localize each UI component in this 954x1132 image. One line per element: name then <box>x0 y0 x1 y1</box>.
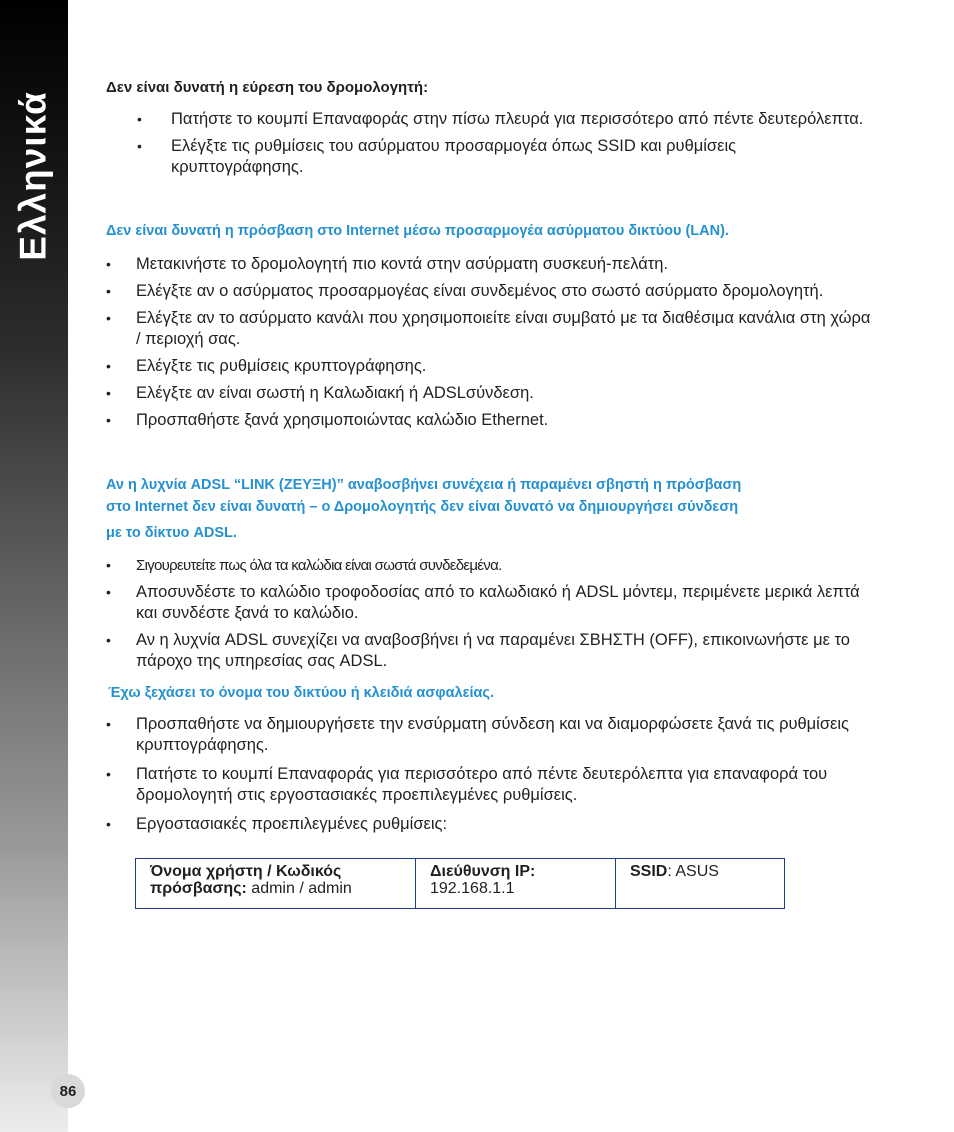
page-number: 86 <box>51 1074 85 1108</box>
list-item-text: Ελέγξτε αν το ασύρματο κανάλι που χρησιμοποιείτε είναι συμβατό με τα διαθέσιμα κανάλια στη χώρα / περιοχή σας. <box>136 309 871 348</box>
list-item-text: Μετακινήστε το δρομολογητή πιο κοντά στην ασύρματη συσκευή-πελάτη. <box>136 255 669 273</box>
bullet-icon: • <box>106 557 111 573</box>
credentials-value: admin / admin <box>251 880 352 897</box>
list-item-text: Αν η λυχνία ADSL συνεχίζει να αναβοσβήνει ή να παραμένει ΣΒΗΣΤΗ (OFF), επικοινωνήστε με το πάροχο της υπηρεσίας σας ADSL. <box>136 631 850 670</box>
section1-list <box>137 109 871 184</box>
section3-heading <box>106 474 741 544</box>
ssid-label: SSID <box>630 863 668 880</box>
bullet-icon: • <box>106 412 111 428</box>
list-item-text: Εργοστασιακές προεπιλεγμένες ρυθμίσεις: <box>136 815 448 833</box>
table-cell-ip <box>416 859 616 908</box>
section2-heading: Δεν είναι δυνατή η πρόσβαση στο Internet μέσω προσαρμογέα ασύρματου δικτύου (LAN). <box>106 223 729 239</box>
bullet-icon: • <box>106 385 111 401</box>
section1-heading: Δεν είναι δυνατή η εύρεση του δρομολογητή: <box>106 79 429 96</box>
bullet-icon: • <box>137 138 142 154</box>
bullet-icon: • <box>106 256 111 272</box>
list-item <box>106 308 876 350</box>
credentials-label: Όνομα χρήστη / Κωδικός πρόσβασης: <box>150 863 342 897</box>
list-item <box>137 109 871 130</box>
list-item <box>106 814 881 835</box>
ip-label: Διεύθυνση IP: <box>430 863 536 880</box>
default-settings-table <box>135 858 785 909</box>
bullet-icon: • <box>106 310 111 326</box>
list-item <box>106 254 876 275</box>
bullet-icon: • <box>106 632 111 648</box>
section3-heading-line3: με το δίκτυο ADSL. <box>106 525 237 541</box>
list-item <box>106 582 876 624</box>
list-item <box>106 714 881 756</box>
bullet-icon: • <box>106 584 111 600</box>
ip-value: 192.168.1.1 <box>430 880 515 897</box>
table-cell-credentials <box>136 859 416 908</box>
language-label-wrap <box>4 86 64 266</box>
list-item-text: Ελέγξτε τις ρυθμίσεις του ασύρματου προσαρμογέα όπως SSID και ρυθμίσεις κρυπτογράφησης. <box>171 137 737 176</box>
list-item-text: Σιγουρευτείτε πως όλα τα καλώδια είναι σωστά συνδεδεμένα. <box>136 557 502 574</box>
ssid-value: : ASUS <box>667 863 719 880</box>
section2-list <box>106 254 876 437</box>
bullet-icon: • <box>106 716 111 732</box>
bullet-icon: • <box>106 816 111 832</box>
table-cell-ssid <box>616 859 784 908</box>
list-item-text: Προσπαθήστε να δημιουργήσετε την ενσύρματη σύνδεση και να διαμορφώσετε ξανά τις ρυθμίσεις κρυπτογράφησης. <box>136 715 849 754</box>
list-item-text: Ελέγξτε αν ο ασύρματος προσαρμογέας είναι συνδεμένος στο σωστό ασύρματο δρομολογητή. <box>136 282 824 300</box>
list-item-text: Αποσυνδέστε το καλώδιο τροφοδοσίας από το καλωδιακό ή ADSL μόντεμ, περιμένετε μερικά λεπτά και συνδέστε ξανά το καλώδιο. <box>136 583 860 622</box>
language-side-tab <box>0 0 68 1132</box>
list-item <box>106 555 876 576</box>
list-item-text: Ελέγξτε τις ρυθμίσεις κρυπτογράφησης. <box>136 357 427 375</box>
list-item <box>137 136 871 178</box>
bullet-icon: • <box>137 111 142 127</box>
list-item-text: Πατήστε το κουμπί Επαναφοράς στην πίσω πλευρά για περισσότερο από πέντε δευτερόλεπτα. <box>171 110 864 128</box>
language-label: Ελληνικά <box>13 91 55 261</box>
list-item <box>106 764 881 806</box>
list-item <box>106 356 876 377</box>
section4-heading: Έχω ξεχάσει το όνομα του δικτύου ή κλειδιά ασφαλείας. <box>108 685 494 701</box>
bullet-icon: • <box>106 766 111 782</box>
list-item <box>106 281 876 302</box>
list-item <box>106 630 876 672</box>
list-item <box>106 383 876 404</box>
bullet-icon: • <box>106 283 111 299</box>
section3-list <box>106 555 876 678</box>
bullet-icon: • <box>106 358 111 374</box>
section3-heading-line1: Αν η λυχνία ADSL “LINK (ΖΕΥΞΗ)” αναβοσβήνει συνέχεια ή παραμένει σβηστή η πρόσβαση <box>106 477 742 493</box>
section4-list <box>106 714 881 843</box>
section3-heading-line2: στο Internet δεν είναι δυνατή – ο Δρομολογητής δεν είναι δυνατό να δημιουργήσει σύνδεση <box>106 499 739 515</box>
list-item-text: Ελέγξτε αν είναι σωστή η Καλωδιακή ή ADSLσύνδεση. <box>136 384 534 402</box>
list-item-text: Πατήστε το κουμπί Επαναφοράς για περισσότερο από πέντε δευτερόλεπτα για επαναφορά του δρομολογητή στις εργοστασιακές προεπιλεγμένες ρυθμίσεις. <box>136 765 828 804</box>
list-item <box>106 410 876 431</box>
list-item-text: Προσπαθήστε ξανά χρησιμοποιώντας καλώδιο Ethernet. <box>136 411 549 429</box>
